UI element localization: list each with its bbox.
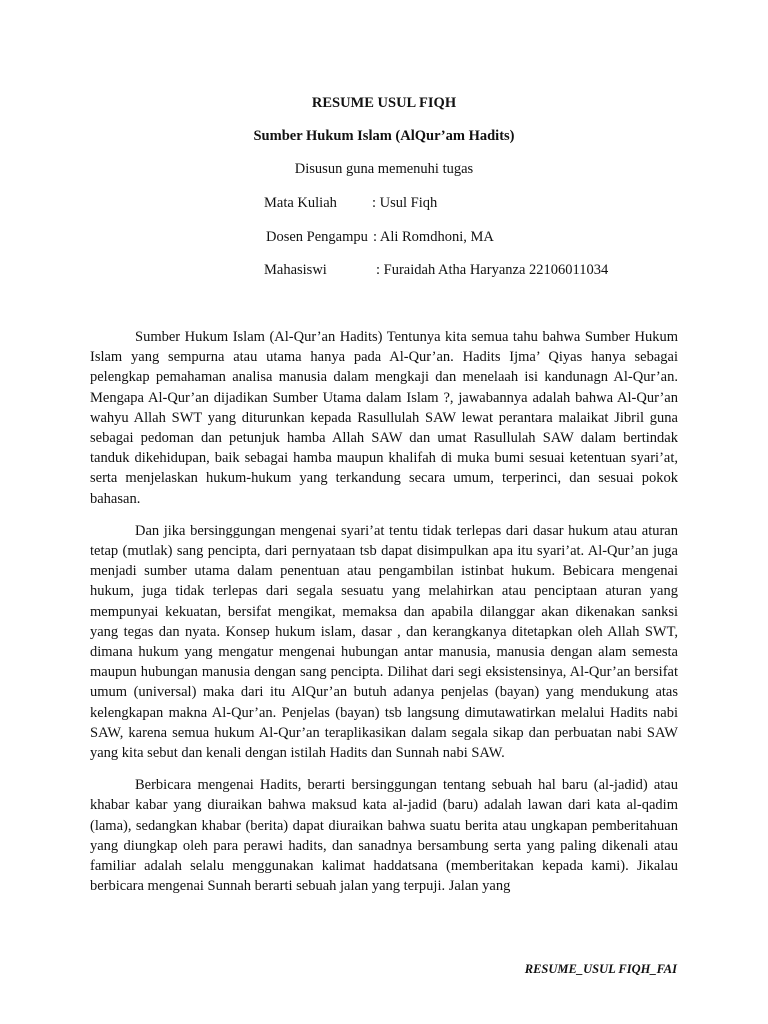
document-title: RESUME USUL FIQH — [311, 95, 457, 111]
meta-value: : Usul Fiqh — [372, 195, 438, 211]
page-footer: RESUME_USUL FIQH_FAI — [524, 962, 677, 976]
document-subtitle: Sumber Hukum Islam (AlQur’am Hadits) — [253, 128, 515, 144]
body-paragraph: Dan jika bersinggungan mengenai syari’at tentu tidak terlepas dari dasar hukum atau aturan tetap (mutlak) sang pencipta, dari pernyataan tsb dapat disimpulkan apa itu syari’at. Al-Qur’an juga menjadi sumber utama dalam penentuan atau pengambilan istinbat hukum. Bebicara mengenai hukum, juga tidak terlepas dari segala sesuatu yang melahirkan atau penciptaan aturan yang mempunyai kekuatan, bersifat mengikat, memaksa dan apabila dilanggar akan dikenakan sanksi yang tegas dan nyata. Konsep hukum islam, dasar , dan kerangkanya ditetapkan oleh Allah SWT, dimana hukum yang mengatur mengenai hubungan antar manusia, manusia dengan alam semesta maupun hubungan manusia dengan sang pencipta. Dilihat dari segi eksistensinya, Al-Qur’an bersifat umum (universal) maka dari itu AlQur’an butuh adanya penjelas (bayan) yang mendukung atas kelengkapan makna Al-Qur’an. Penjelas (bayan) tsb langsung dimutawatirkan melalui Hadits nabi SAW, karena semua hukum Al-Qur’an teraplikasikan dalam segala sikap dan perbuatan nabi SAW yang kita sebut dan kenali dengan istilah Hadits dan Sunnah nabi SAW. — [90, 522, 678, 762]
meta-label: Mata Kuliah — [264, 195, 337, 211]
body-paragraph: Sumber Hukum Islam (Al-Qur’an Hadits) Tentunya kita semua tahu bahwa Sumber Hukum Islam yang sempurna atau utama hanya pada Al-Qur’an. Hadits Ijma’ Qiyas hanya sebagai pelengkap pemahaman analisa manusia dalam mengkaji dan menelaah isi kandunagn Al-Qur’an. Mengapa Al-Qur’an dijadikan Sumber Utama dalam Islam ?, jawabannya adalah bahwa Al-Qur’an wahyu Allah SWT yang diturunkan kepada Rasullulah SAW lewat perantara malaikat Jibril guna sebagai pedoman dan petunjuk hamba Allah SAW dan umat Rasullulah SAW dalam bertindak tanduk dikehidupan, baik sebagai hamba maupun khalifah di muka bumi sesuai ketentuan syari’at, serta menjelaskan hukum-hukum yang terkandung secara umum, terperinci, dan sesuai pokok bahasan. — [90, 329, 678, 507]
document-purpose: Disusun guna memenuhi tugas — [294, 161, 474, 177]
meta-value: : Ali Romdhoni, MA — [373, 229, 494, 245]
body-paragraph: Berbicara mengenai Hadits, berarti bersinggungan tentang sebuah hal baru (al-jadid) atau khabar kabar yang diuraikan bahwa maksud kata al-jadid (baru) adalah lawan dari kata al-qadim (lama), sedangkan khabar (berita) dapat diuraikan bahwa suatu berita atau ungkapan pemberitahuan yang diungkap oleh para perawi hadits, dan sanadnya bersambung serta yang paling dikenali atau familiar adalah selalu menggunakan kalimat haddatsana (memberitakan kepada kami). Jikalau berbicara mengenai Sunnah berarti sebuah jalan yang terpuji. Jalan yang — [90, 777, 678, 895]
meta-label: Mahasiswi — [264, 262, 327, 278]
document-body — [90, 327, 678, 908]
meta-value: : Furaidah Atha Haryanza 22106011034 — [376, 262, 609, 278]
meta-label: Dosen Pengampu — [266, 229, 368, 245]
